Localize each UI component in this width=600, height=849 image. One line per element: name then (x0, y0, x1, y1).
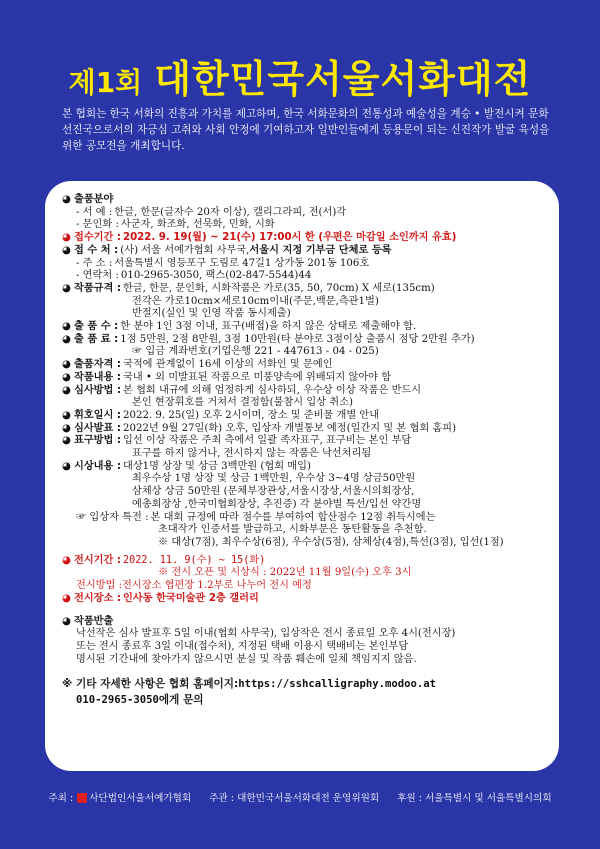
section-framing (62, 435, 552, 448)
bullet-icon: ◕ (62, 615, 71, 627)
bullet-icon: ◕ (62, 359, 71, 371)
fee-label: 출 품 료 : (74, 333, 119, 345)
contact-more (62, 676, 552, 692)
exhibition-method: 전시방법 :전시장소 협편장 1.2부로 나누어 전시 예정 (76, 580, 312, 592)
awards-label: 시상내용 : (74, 460, 121, 472)
judging-label: 심사방법 : (74, 384, 121, 396)
bullet-icon: ◕ (62, 333, 71, 345)
calligraphy-date-value: 2022. 9. 25(일) 오후 2시이며, 장소 및 준비물 개별 안내 (123, 409, 380, 421)
fee-value: 1점 5만원, 2점 8만원, 3점 10만원(타 분야로 3점이상 출품시 점당 2만원 추가) (120, 333, 475, 345)
section-return (62, 616, 552, 629)
category-calligraphy (62, 207, 552, 220)
place-value: (사) 서울 서예가협회 사무국, (120, 244, 250, 256)
note-mark: ※ (62, 678, 73, 691)
section-eligibility (62, 359, 552, 372)
awards-special2: 초대작가 인증서를 발급하고, 시화부문은 동탄활동을 추천함. (158, 524, 427, 536)
period-label: 접수기간 : (74, 232, 121, 244)
contact-suffix: 에게 문의 (158, 694, 204, 707)
contact-value: 010-2965-3050, 팩스(02-847-5544)44 (120, 270, 312, 282)
bullet-icon: ◕ (62, 232, 71, 244)
spec-label: 작품규격 : (74, 282, 121, 294)
bullet-icon: ◕ (62, 194, 71, 205)
return-label: 작품반출 (74, 615, 114, 627)
content-rule-label: 작품내용 : (74, 371, 121, 383)
calligraphy-label: - 서 예 : (76, 206, 113, 218)
section-calligraphy-date (62, 410, 552, 423)
section-category (62, 194, 552, 207)
place-contact (62, 270, 552, 283)
framing-value: 입선 이상 작품은 주최 측에서 일괄 족자표구, 표구비는 본인 부담 (123, 435, 412, 447)
calligraphy-date-label: 휘호일시 : (74, 409, 121, 421)
spec-line2: 전각은 가로10cm×세로10cm이내(주문,백문,측관1벌) (132, 295, 379, 307)
content-rule-value: 국내 • 외 미발표된 작품으로 미풍양속에 위배되지 않아야 함 (123, 371, 392, 383)
organizer-label: 주관 : (209, 793, 234, 804)
section-announcement (62, 423, 552, 436)
bullet-icon: ◕ (62, 592, 71, 604)
bullet-icon: ◕ (62, 422, 71, 434)
section-fee (62, 334, 552, 347)
section-venue (62, 593, 552, 606)
awards-line2: 최우수상 1명 상장 및 상금 1백만원, 우수상 3~4명 상금50만원 (132, 473, 416, 485)
place-address (62, 258, 552, 271)
bullet-icon: ◕ (62, 554, 71, 566)
awards-special3: ※ 대상(7점), 최우수상(6점), 우수상(5점), 삼체상(4점),특선(3점), 입선(1점) (158, 536, 504, 548)
place-label: 접 수 처 : (74, 244, 119, 256)
section-judging (62, 385, 552, 398)
content-body (62, 194, 552, 708)
painting-value: 사군자, 화조화, 선묵화, 민화, 시화 (120, 219, 275, 231)
contact-label: - 연락처 : (76, 270, 119, 282)
bullet-icon: ◕ (62, 371, 71, 383)
footer (0, 790, 600, 804)
awards-line3: 삼체상 상금 50만원 (문체부장관상,서울시장상,서울시의회장상, (132, 486, 415, 498)
homepage-link[interactable]: https://sshcalligraphy.modoo.at (238, 678, 436, 691)
eligibility-label: 출품자격 : (74, 359, 121, 371)
painting-label: - 문인화 : (76, 219, 119, 231)
judging-line2: 본인 현장휘호를 거쳐서 결정함(불참시 입상 취소) (132, 397, 353, 409)
sponsor-label: 후원 : (397, 793, 422, 804)
organizer-name: 대한민국서울서화대전 운영위원회 (237, 793, 380, 804)
section-place (62, 245, 552, 258)
address-value: 서울특별시 영등포구 도림로 47길1 상가동 201동 106호 (114, 257, 370, 269)
section-count (62, 321, 552, 334)
bullet-icon: ◕ (62, 282, 71, 294)
place-value-bold: 서울시 지정 기부금 단체로 등록 (249, 244, 392, 256)
bullet-icon: ◕ (62, 435, 71, 447)
count-value: 한 분야 1인 3점 이내, 표구(배접)을 하지 않은 상태로 제출해야 함. (120, 321, 417, 333)
count-label: 출 품 수 : (74, 321, 119, 333)
eligibility-value: 국적에 관계없이 16세 이상의 서화인 및 문예인 (123, 359, 333, 371)
exhibition-opening: ※ 전시 오픈 및 시상식 : 2022년 11월 9일(수) 오후 3시 (158, 567, 412, 579)
association-logo-icon (77, 793, 87, 803)
return-line3: 명시된 기간내에 찾아가지 않으시면 분실 및 작품 훼손에 일체 책임지지 않음. (76, 653, 417, 665)
awards-special1: 본 대회 규정에 따라 점수를 부여하여 합산점수 12점 취득시에는 (150, 511, 436, 523)
awards-value: 대상1명 상장 및 상금 3백만원 (협회 매입) (123, 460, 311, 472)
spec-value: 한글, 한문, 문인화, 시화작품은 가로(35, 50, 70cm) X 세로(135cm) (123, 282, 435, 294)
section-awards (62, 461, 552, 474)
sponsor-name: 서울특별시 및 서울특별시의회 (425, 793, 552, 804)
bullet-icon: ◕ (62, 384, 71, 396)
venue-label: 전시장소 : (74, 592, 121, 604)
host-label: 주최 : (48, 793, 74, 804)
host-name: 사단법인서울서예가협회 (89, 793, 192, 804)
fee-account: ☞ 입금 계좌번호(기업은행 221 - 447613 - 04 - 025) (132, 346, 379, 358)
framing-line2: 표구를 하지 않거나, 전시하지 않는 작품은 낙선처리됨 (132, 448, 372, 460)
title-main: 대한민국서울서화대전 (154, 57, 532, 101)
exhibition-label: 전시기간 : (74, 554, 121, 566)
intro-paragraph: 본 협회는 한국 서화의 진흥과 가치를 제고하며, 한국 서화문화의 전통성과 예술성을 계승 • 발전시켜 문화선진국으로서의 자긍심 고취와 사회 안정에 기여하고자 일반인들에게 등용문이 되는 신진작가 발굴 육성을 위한 공모전을 개최합니다. (62, 108, 550, 152)
framing-label: 표구방법 : (74, 435, 121, 447)
return-line1: 낙선작은 심사 발표후 5일 이내(협회 사무국), 입상작은 전시 종료일 오후 4시(전시장) (76, 628, 456, 640)
announcement-label: 심사발표 : (74, 422, 121, 434)
bullet-icon: ◕ (62, 244, 71, 256)
awards-special (62, 512, 552, 525)
section-exhibition (62, 555, 552, 568)
calligraphy-value: 한글, 한문(글자수 20자 이상), 캘리그라피, 전(서)각 (114, 206, 347, 218)
awards-special-label: ☞ 입상자 특전 : (76, 511, 149, 523)
section-content-rule (62, 372, 552, 385)
page-title (0, 48, 600, 103)
contact-more-text: 기타 자세한 사항은 협회 홈페이지: (76, 678, 239, 691)
judging-value: 본 협회 내규에 의해 엄정하게 심사하되, 우수상 이상 작품은 반드시 (123, 384, 422, 396)
contact-phone-line (62, 692, 552, 708)
spec-line3: 반절지(실인 및 인영 작품 동시제출) (132, 308, 291, 320)
section-spec (62, 283, 552, 296)
title-prefix: 제1회 (68, 66, 143, 99)
section-period (62, 232, 552, 245)
awards-line4: 예총회장상 ,한국미협회장상, 추진증) 각 분야별 특선/입선 약간명 (132, 498, 422, 510)
announcement-value: 2022년 9월 27일(화) 오후, 입상자 개별통보 예정(일간지 및 본 협회 홈피) (123, 422, 457, 434)
contact-phone: 010-2965-3050 (76, 694, 159, 707)
period-value: 2022. 9. 19(월) ~ 21(수) 17:00시 한 (우편은 마감일 소인까지 유효) (123, 232, 457, 244)
bullet-icon: ◕ (62, 460, 71, 472)
category-painting (62, 219, 552, 232)
exhibition-value: 2022. 11. 9(수) ~ 15(화) (123, 554, 266, 566)
venue-value: 인사동 한국미술관 2층 갤러리 (123, 592, 259, 604)
return-line2: 또는 전시 종료후 3일 이내(접수처), 지정된 택배 이용시 택배비는 본인부담 (76, 640, 409, 652)
bullet-icon: ◕ (62, 409, 71, 421)
address-label: - 주 소 : (76, 257, 113, 269)
category-label: 출품분야 (74, 194, 114, 205)
bullet-icon: ◕ (62, 321, 71, 333)
